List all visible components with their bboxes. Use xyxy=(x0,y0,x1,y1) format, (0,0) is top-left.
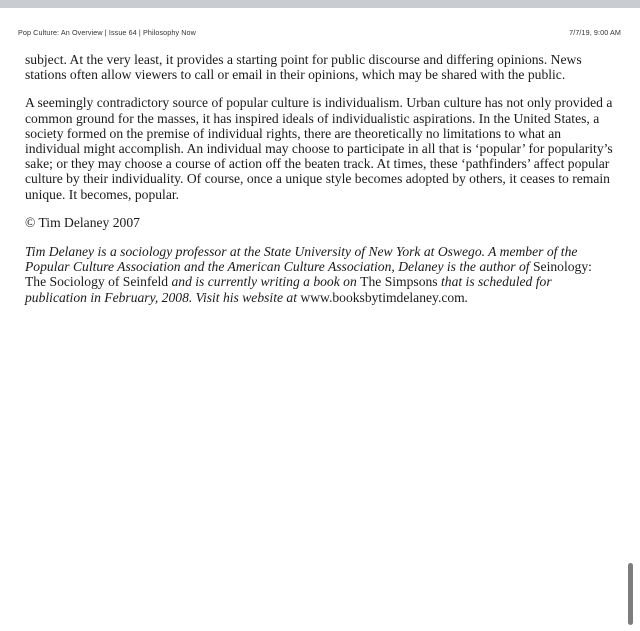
print-header xyxy=(18,28,621,37)
browser-top-strip xyxy=(0,0,640,8)
bio-text-end: . xyxy=(464,289,469,305)
header-page-title: Pop Culture: An Overview | Issue 64 | Philosophy Now xyxy=(18,28,196,37)
author-bio xyxy=(25,244,615,305)
paragraph-media-discourse: subject. At the very least, it provides a starting point for public discourse and differing opinions. News stations often allow viewers to call or email in their opinions, which may be shared with the public. xyxy=(25,52,582,83)
bio-website-link[interactable]: www.booksbytimdelaney.com xyxy=(300,289,465,305)
article-body xyxy=(25,52,615,318)
bio-book-simpsons: The Simpsons xyxy=(360,274,438,290)
bio-text-2: and is currently writing a book on xyxy=(168,274,361,290)
paragraph-individualism: A seemingly contradictory source of popular culture is individualism. Urban culture has not only provided a common ground for the masses, it has inspired ideals of individualistic aspirations. In the United States, a society formed on the premise of individual rights, there are theoretically no limitations to what an individual might accomplish. An individual may choose to participate in all that is ‘popular’ for popularity’s sake; or they may choose a course of action off the beaten track. At times, these ‘pathfinders’ affect popular culture by their individuality. Of course, once a unique style becomes adopted by others, it ceases to remain unique. It becomes, popular. xyxy=(25,95,613,202)
bio-text-3: that is scheduled for publication in February, 2008. Visit his website at xyxy=(25,274,552,305)
copyright-line: © Tim Delaney 2007 xyxy=(25,214,140,230)
bio-book-seinology: Seinology: The Sociology of Seinfeld xyxy=(25,259,592,290)
bio-text-1: Tim Delaney is a sociology professor at the State University of New York at Oswego. A member of the Popular Culture Association and the American Culture Association, Delaney is the author of xyxy=(25,244,578,275)
header-timestamp: 7/7/19, 9:00 AM xyxy=(569,28,621,37)
scrollbar-thumb[interactable] xyxy=(628,563,633,625)
